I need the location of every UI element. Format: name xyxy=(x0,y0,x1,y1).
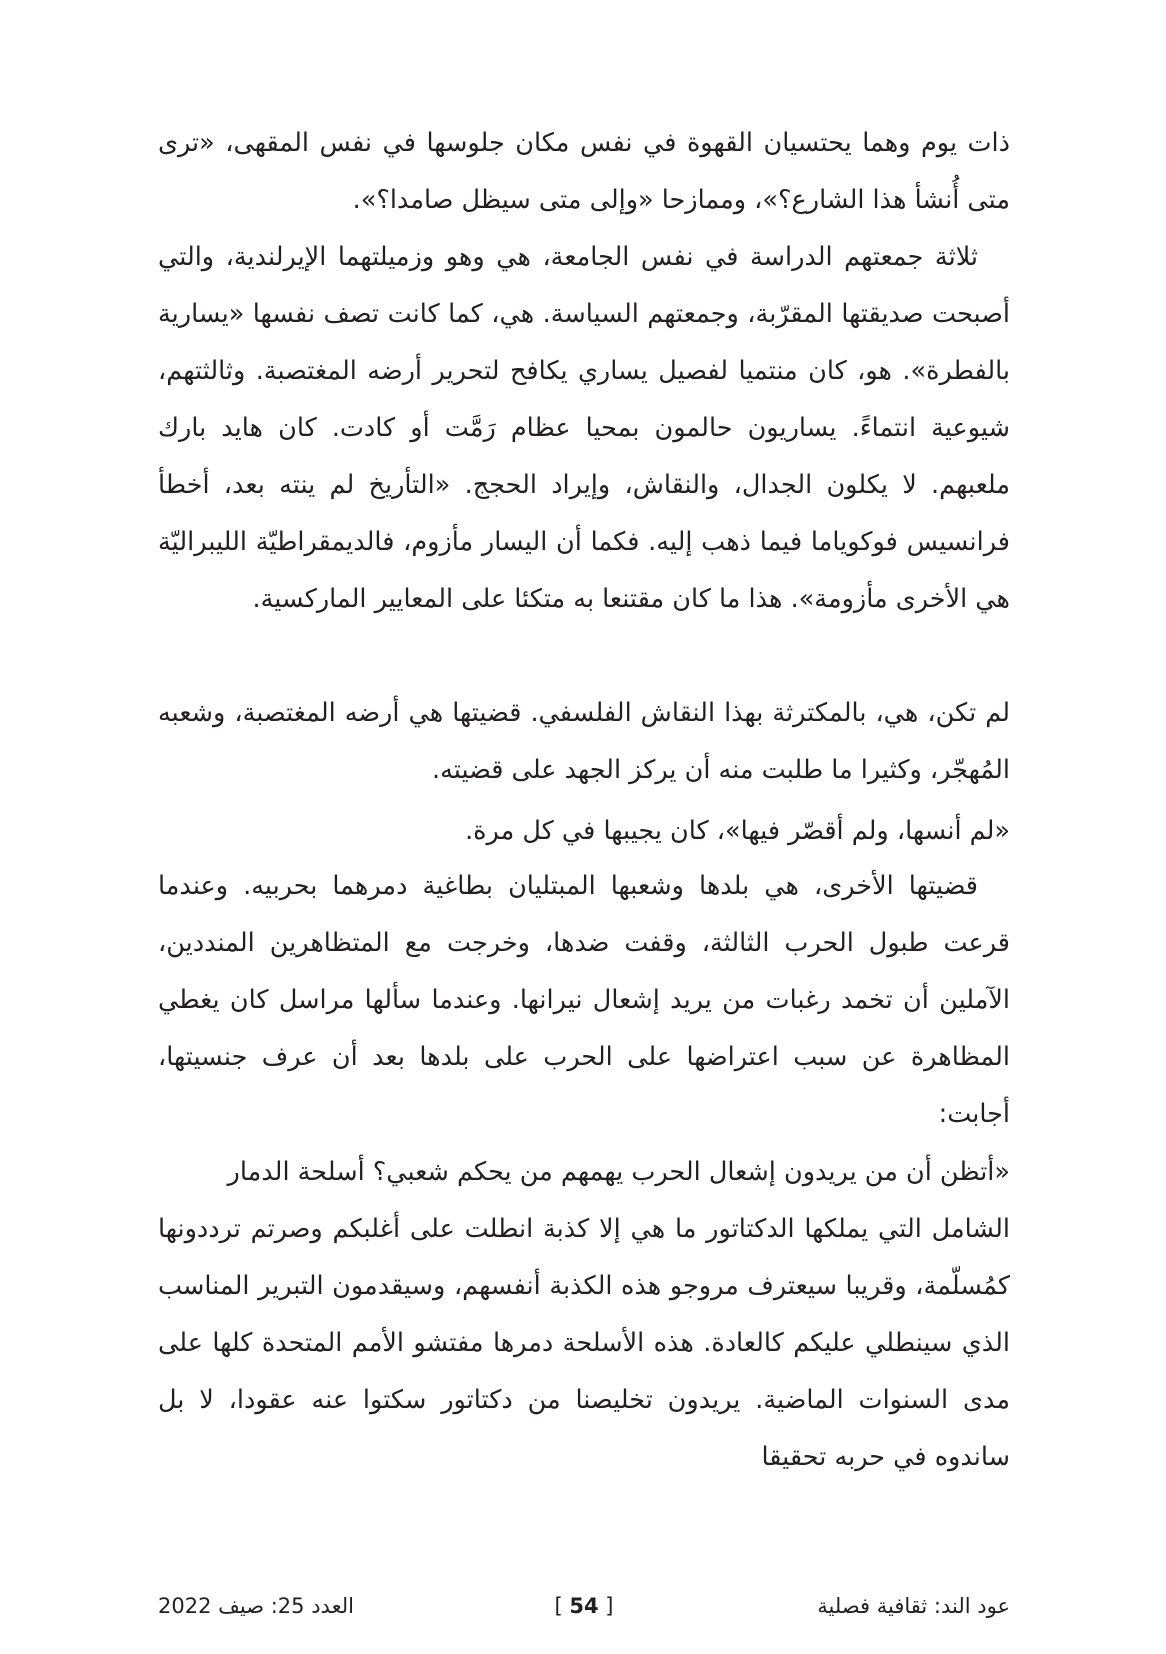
paragraph-text: ثلاثة جمعتهم الدراسة في نفس الجامعة، هي وهو وزميلتهما الإيرلندية، والتي أصبحت صديقتها المقرّبة، وجمعتهم السياسة. هي، كما كانت تصف نفسها «يسارية بالفطرة». هو، كان منتميا لفصيل يساري يكافح لتحرير أرضه المغتصبة. وثالثتهم، شيوعية انتماءً. يساريون حالمون بمحيا عظام رَمَّت أو كادت. كان هايد بارك ملعبهم. لا يكلون الجدال، والنقاش، وإيراد الحجج. «التأريخ لم ينته بعد، أخطأ فرانسيس فوكوياما فيما ذهب إليه. فكما أن اليسار مأزوم، فالديمقراطيّة الليبراليّة هي الأخرى مأزومة». هذا ما كان مقتنعا به متكئا على المعايير الماركسية. xyxy=(158,242,1010,614)
block-quote xyxy=(158,1144,1010,1486)
paragraph-text: ذات يوم وهما يحتسيان القهوة في نفس مكان جلوسها في نفس المقهى، «ترى متى أُنشأ هذا الشارع؟»، وممازحا «وإلى متى سيظل صامدا؟». xyxy=(158,128,1010,215)
paragraph-text: «لم أنسها، ولم أقصّر فيها»، كان يجيبها في كل مرة. xyxy=(465,816,1010,846)
magazine-name: عود الند: ثقافية فصلية xyxy=(817,1594,1010,1618)
page-bracket-close: ] xyxy=(605,1594,614,1618)
quote-body: الشامل التي يملكها الدكتاتور ما هي إلا كذبة انطلت على أغلبكم وصرتم ترددونها كمُسلّمة، وقريبا سيعترف مروجو هذه الكذبة أنفسهم، وسيقدمون التبرير المناسب الذي سينطلي عليكم كالعادة. هذه الأسلحة دمرها مفتشو الأمم المتحدة كلها على مدى السنوات الماضية. يريدون تخليصنا من دكتاتور سكتوا عنه عقودا، لا بل ساندوه في حربه تحقيقا xyxy=(158,1214,1010,1472)
paragraph-4 xyxy=(158,803,1010,860)
paragraph-text: لم تكن، هي، بالمكترثة بهذا النقاش الفلسفي. قضيتها هي أرضه المغتصبة، وشعبه المُهجّر، وكثيرا ما طلبت منه أن يركز الجهد على قضيته. xyxy=(158,698,1010,785)
page-number-wrapper xyxy=(554,1594,613,1618)
paragraph-2 xyxy=(158,229,1010,628)
footer-page-number xyxy=(548,1586,620,1626)
page-number: 54 xyxy=(569,1594,599,1618)
paragraph-text: قضيتها الأخرى، هي بلدها وشعبها المبتليان بطاغية دمرهما بحربيه. وعندما قرعت طبول الحرب الثالثة، وقفت ضدها، وخرجت مع المتظاهرين المنددين، الآملين أن تخمد رغبات من يريد إشعال نيرانها. وعندما سألها مراسل كان يغطي المظاهرة عن سبب اعتراضها على الحرب على بلدها بعد أن عرف جنسيتها، أجابت: xyxy=(158,871,1010,1129)
page-bracket-open: [ xyxy=(554,1594,563,1618)
paragraph-3 xyxy=(158,685,1010,799)
quote-first-line: «أتظن أن من يريدون إشعال الحرب يهمهم من يحكم شعبي؟ أسلحة الدمار xyxy=(227,1157,1010,1187)
paragraph-1 xyxy=(158,115,1010,229)
footer-issue xyxy=(158,1586,354,1626)
footer-magazine-title xyxy=(817,1586,1010,1626)
issue-label: العدد 25: صيف 2022 xyxy=(158,1594,354,1618)
paragraph-5 xyxy=(158,858,1010,1143)
